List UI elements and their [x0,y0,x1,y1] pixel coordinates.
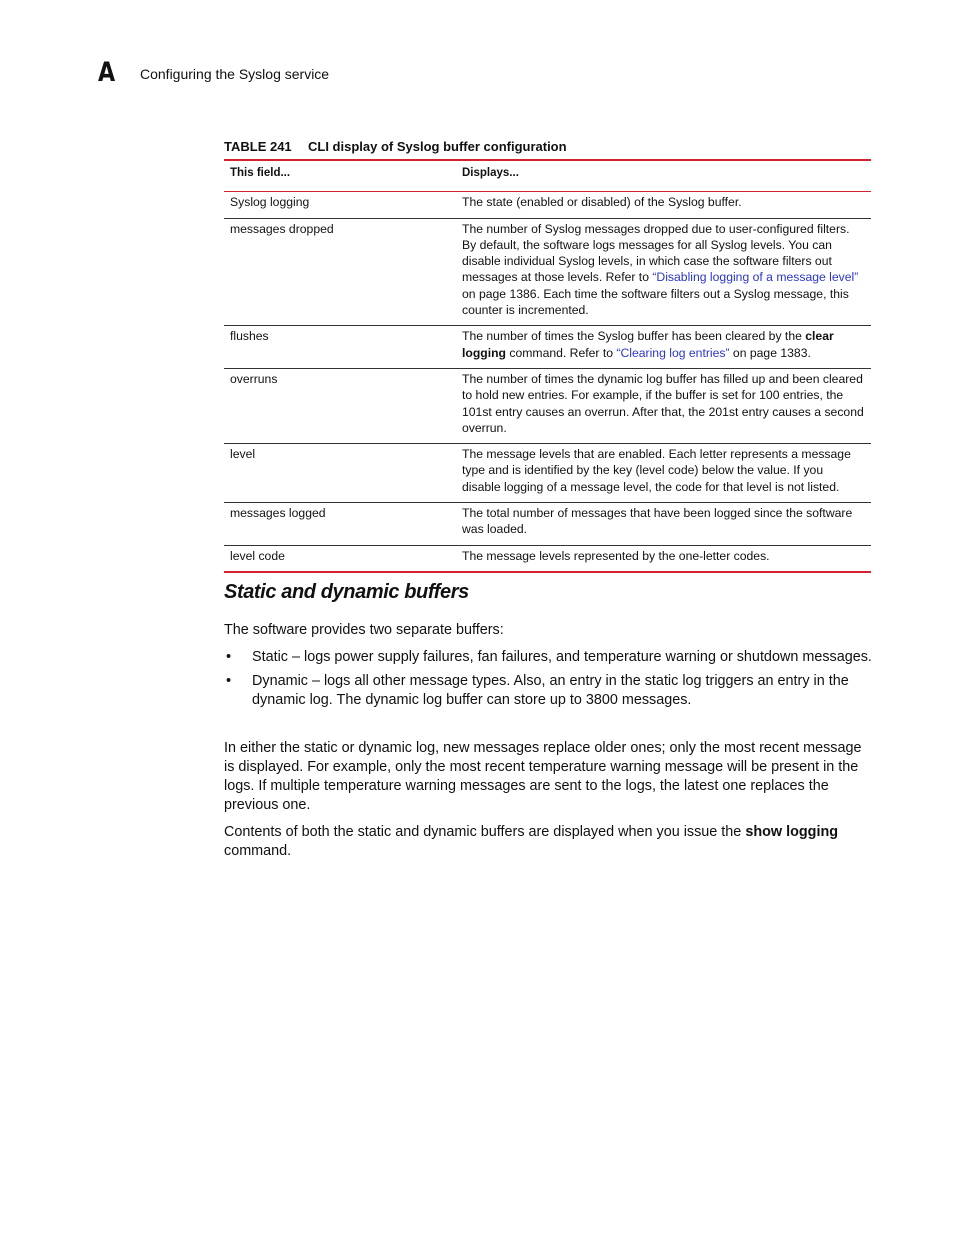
desc-cell: The number of times the dynamic log buffer has filled up and been cleared to hold new entries. For example, if the buffer is set for 100 entries, the 101st entry causes an overrun. After that, the 201st entry causes a second overrun. [462,371,864,435]
desc-text: command. Refer to [506,345,617,360]
intro-paragraph: The software provides two separate buffers: [224,622,504,638]
table-number: TABLE 241 [224,139,292,154]
table-row [224,192,871,218]
desc-text: on page 1383. [729,345,811,360]
table-header-row [224,160,871,192]
paragraph-text: Contents of both the static and dynamic buffers are displayed when you issue the [224,824,746,840]
list-item [224,672,874,710]
table-row [224,503,871,546]
field-cell: messages dropped [230,221,334,236]
field-cell: level [230,447,256,462]
table-row [224,368,871,443]
clear-logging-command: clear logging [462,329,834,360]
field-cell: overruns [230,371,278,386]
chapter-letter: A [98,57,116,88]
table-row [224,545,871,572]
syslog-buffer-table [224,159,871,573]
field-cell: flushes [230,329,269,344]
disabling-logging-link[interactable]: “Disabling logging of a message level” [652,270,859,285]
field-cell: messages logged [230,506,326,521]
list-item-text: Dynamic – logs all other message types. Also, an entry in the static log triggers an entry in the dynamic log. The dynamic log buffer can store up to 3800 messages. [252,673,849,708]
table-caption [224,139,567,154]
desc-text: on page 1386. Each time the software filters out a Syslog message, this counter is incremented. [462,286,849,318]
column-header-field: This field... [230,167,291,179]
running-title: Configuring the Syslog service [140,66,330,82]
bullet-glyph: • [226,673,232,689]
table-row [224,444,871,503]
paragraph-show-logging [224,823,874,861]
show-logging-command: show logging [745,824,839,840]
desc-cell: The total number of messages that have been logged since the software was loaded. [462,506,853,537]
section-heading: Static and dynamic buffers [224,581,469,603]
buffer-list [224,648,874,715]
desc-cell [456,218,871,326]
desc-cell [456,326,871,369]
desc-cell: The state (enabled or disabled) of the Syslog buffer. [462,195,742,210]
desc-cell: The message levels that are enabled. Each letter represents a message type and is identified by the key (level code) below the value. If you disable logging of a message level, the code for that level is not listed. [462,447,851,494]
table-title: CLI display of Syslog buffer configuration [308,139,567,154]
table-row [224,326,871,369]
paragraph-replacement: In either the static or dynamic log, new messages replace older ones; only the most recent message is displayed. For example, only the most recent temperature warning message will be present in the logs. If multiple temperature warning messages are sent to the logs, the latest one replaces the previous one. [224,740,862,813]
paragraph-text: command. [224,843,292,859]
table-row [224,218,871,326]
column-header-displays: Displays... [462,167,519,179]
field-cell: level code [230,548,285,563]
bullet-glyph: • [226,649,232,665]
list-item [224,648,874,667]
desc-cell: The message levels represented by the one-letter codes. [462,548,770,563]
desc-text: The number of Syslog messages dropped due to user-configured filters. By default, the software logs messages for all Syslog levels. You can disable individual Syslog levels, in which case the software filters out messages at those levels. Refer to [462,221,850,285]
list-item-text: Static – logs power supply failures, fan failures, and temperature warning or shutdown messages. [252,649,872,665]
clearing-log-entries-link[interactable]: “Clearing log entries” [616,345,730,360]
desc-text: The number of times the Syslog buffer has been cleared by the [462,329,806,344]
field-cell: Syslog logging [230,195,310,210]
